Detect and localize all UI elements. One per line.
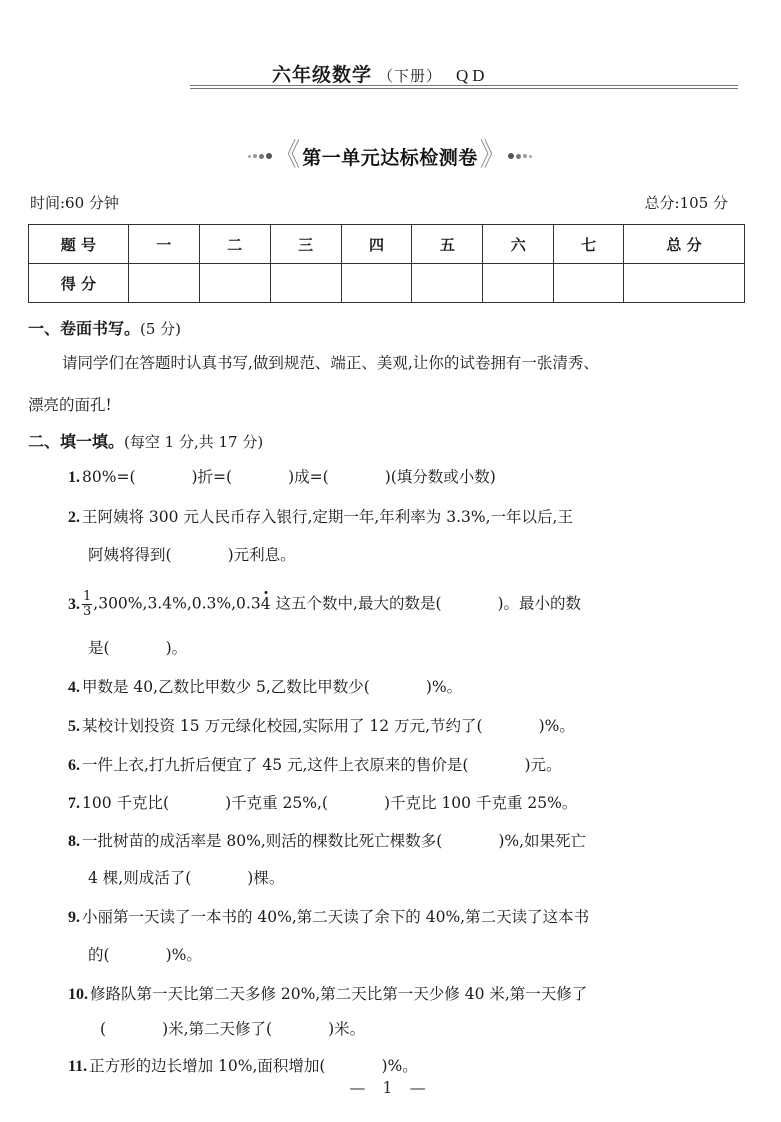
question-text: 80%=( <box>82 468 136 486</box>
score-table <box>28 224 745 303</box>
book-title <box>272 60 489 87</box>
question-text: )%。 <box>381 1057 418 1075</box>
right-bracket-ornament: 》 <box>479 138 506 174</box>
exam-meta <box>30 192 728 213</box>
paragraph <box>28 393 112 415</box>
score-input-cell[interactable] <box>341 264 412 303</box>
question-text: )%,如果死亡 <box>498 832 587 850</box>
paragraph-line: 请同学们在答题时认真书写,做到规范、端正、美观,让你的试卷拥有一张清秀、 <box>62 354 599 372</box>
table-cell: 一 <box>128 225 199 264</box>
table-cell: 得 分 <box>29 264 129 303</box>
question-9 <box>68 905 589 927</box>
question-text: )%。 <box>538 717 575 735</box>
question-text: )千克比 100 千克重 25%。 <box>383 794 578 812</box>
unit-banner <box>225 137 555 175</box>
table-cell: 五 <box>412 225 483 264</box>
question-text: )米,第二天修了( <box>162 1020 273 1038</box>
subject-title: 六年级数学 <box>272 64 373 86</box>
exam-title: 第一单元达标检测卷 <box>302 146 478 169</box>
question-number: 1. <box>68 469 80 486</box>
table-cell: 总 分 <box>624 225 745 264</box>
paragraph <box>62 351 599 373</box>
question-number: 8. <box>68 833 80 850</box>
question-text: )元利息。 <box>227 546 296 564</box>
question-11 <box>68 1054 418 1076</box>
score-input-cell[interactable] <box>128 264 199 303</box>
table-cell: 题 号 <box>29 225 129 264</box>
question-text: 这五个数中,最大的数是( <box>270 594 442 613</box>
question-text: 100 千克比( <box>82 794 170 812</box>
table-header-row <box>29 225 745 264</box>
score-input-cell[interactable] <box>412 264 483 303</box>
question-9-continued <box>88 943 202 965</box>
question-8-continued <box>88 866 284 888</box>
question-text: 是( <box>88 639 110 657</box>
header-double-rule <box>190 85 738 89</box>
question-6 <box>68 753 562 775</box>
question-text: 的( <box>88 946 110 964</box>
paragraph-line: 漂亮的面孔! <box>28 396 112 414</box>
question-10-continued <box>100 1017 365 1039</box>
question-text: )棵。 <box>247 869 285 887</box>
question-text: )(填分数或小数) <box>384 468 496 486</box>
section-heading: 二、填一填。 <box>28 432 125 451</box>
question-text: 4 棵,则成活了( <box>88 869 192 887</box>
question-2-continued <box>88 543 296 565</box>
question-3 <box>68 590 581 619</box>
fraction <box>82 590 92 619</box>
page-number: — 1 — <box>349 1078 432 1097</box>
question-text: )成=( <box>288 468 329 486</box>
question-number: 10. <box>68 986 88 1003</box>
question-number: 7. <box>68 795 80 812</box>
question-text: 一批树苗的成活率是 80%,则活的棵数比死亡棵数多( <box>82 832 443 850</box>
question-text: ,300%,3.4%,0.3%,0.3 <box>93 594 261 613</box>
section-points: (每空 1 分,共 17 分) <box>124 433 264 451</box>
table-cell: 七 <box>554 225 624 264</box>
question-number: 3. <box>68 595 80 613</box>
question-number: 11. <box>68 1058 88 1075</box>
total-score: 总分:105 分 <box>644 194 728 212</box>
question-text: 甲数是 40,乙数比甲数少 5,乙数比甲数少( <box>82 678 370 696</box>
question-text: 修路队第一天比第二天多修 20%,第二天比第一天少修 40 米,第一天修了 <box>90 985 588 1003</box>
question-text: ( <box>100 1020 107 1038</box>
question-number: 5. <box>68 718 80 735</box>
question-text: )千克重 25%,( <box>225 794 328 812</box>
table-score-row <box>29 264 745 303</box>
table-cell: 三 <box>270 225 341 264</box>
score-input-cell[interactable] <box>624 264 745 303</box>
question-text: 小丽第一天读了一本书的 40%,第二天读了余下的 40%,第二天读了这本书 <box>82 908 590 926</box>
question-4 <box>68 675 462 697</box>
score-input-cell[interactable] <box>554 264 624 303</box>
question-text: 某校计划投资 15 万元绿化校园,实际用了 12 万元,节约了( <box>82 717 483 735</box>
section-points: (5 分) <box>140 320 182 338</box>
question-text: )%。 <box>165 946 202 964</box>
question-text: )。 <box>165 639 188 657</box>
left-bracket-ornament: 《 <box>274 138 301 174</box>
score-input-cell[interactable] <box>483 264 554 303</box>
edition-code: QD <box>456 66 489 85</box>
question-text: )米。 <box>328 1020 366 1038</box>
question-7 <box>68 791 577 813</box>
volume-label: （下册） <box>378 67 443 85</box>
question-text: )元。 <box>524 756 562 774</box>
question-10 <box>68 982 587 1004</box>
question-text: 一件上衣,打九折后便宜了 45 元,这件上衣原来的售价是( <box>82 756 469 774</box>
question-number: 6. <box>68 757 80 774</box>
question-number: 2. <box>68 509 80 526</box>
question-text: 王阿姨将 300 元人民币存入银行,定期一年,年利率为 3.3%,一年以后,王 <box>82 508 573 526</box>
table-cell: 四 <box>341 225 412 264</box>
section-heading: 一、卷面书写。 <box>28 319 141 338</box>
question-number: 9. <box>68 909 80 926</box>
question-3-continued <box>88 636 187 658</box>
question-text: 正方形的边长增加 10%,面积增加( <box>89 1057 326 1075</box>
question-8 <box>68 829 586 851</box>
question-text: )。最小的数 <box>497 594 582 613</box>
score-input-cell[interactable] <box>199 264 270 303</box>
question-text: )%。 <box>425 678 463 696</box>
table-cell: 六 <box>483 225 554 264</box>
time-limit: 时间:60 分钟 <box>30 194 119 212</box>
question-text: )折=( <box>191 468 233 486</box>
table-cell: 二 <box>199 225 270 264</box>
question-1 <box>68 465 496 487</box>
section-title <box>28 316 181 339</box>
question-number: 4. <box>68 679 80 696</box>
fraction-numerator: 1 <box>83 589 92 604</box>
question-2 <box>68 505 573 527</box>
section-title <box>28 429 263 452</box>
repeating-digit: 4 <box>260 594 271 613</box>
question-5 <box>68 714 575 736</box>
left-dots-ornament <box>248 153 272 159</box>
question-text: 阿姨将得到( <box>88 546 172 564</box>
fraction-denominator: 3 <box>83 604 92 619</box>
right-dots-ornament <box>508 153 532 159</box>
score-input-cell[interactable] <box>270 264 341 303</box>
